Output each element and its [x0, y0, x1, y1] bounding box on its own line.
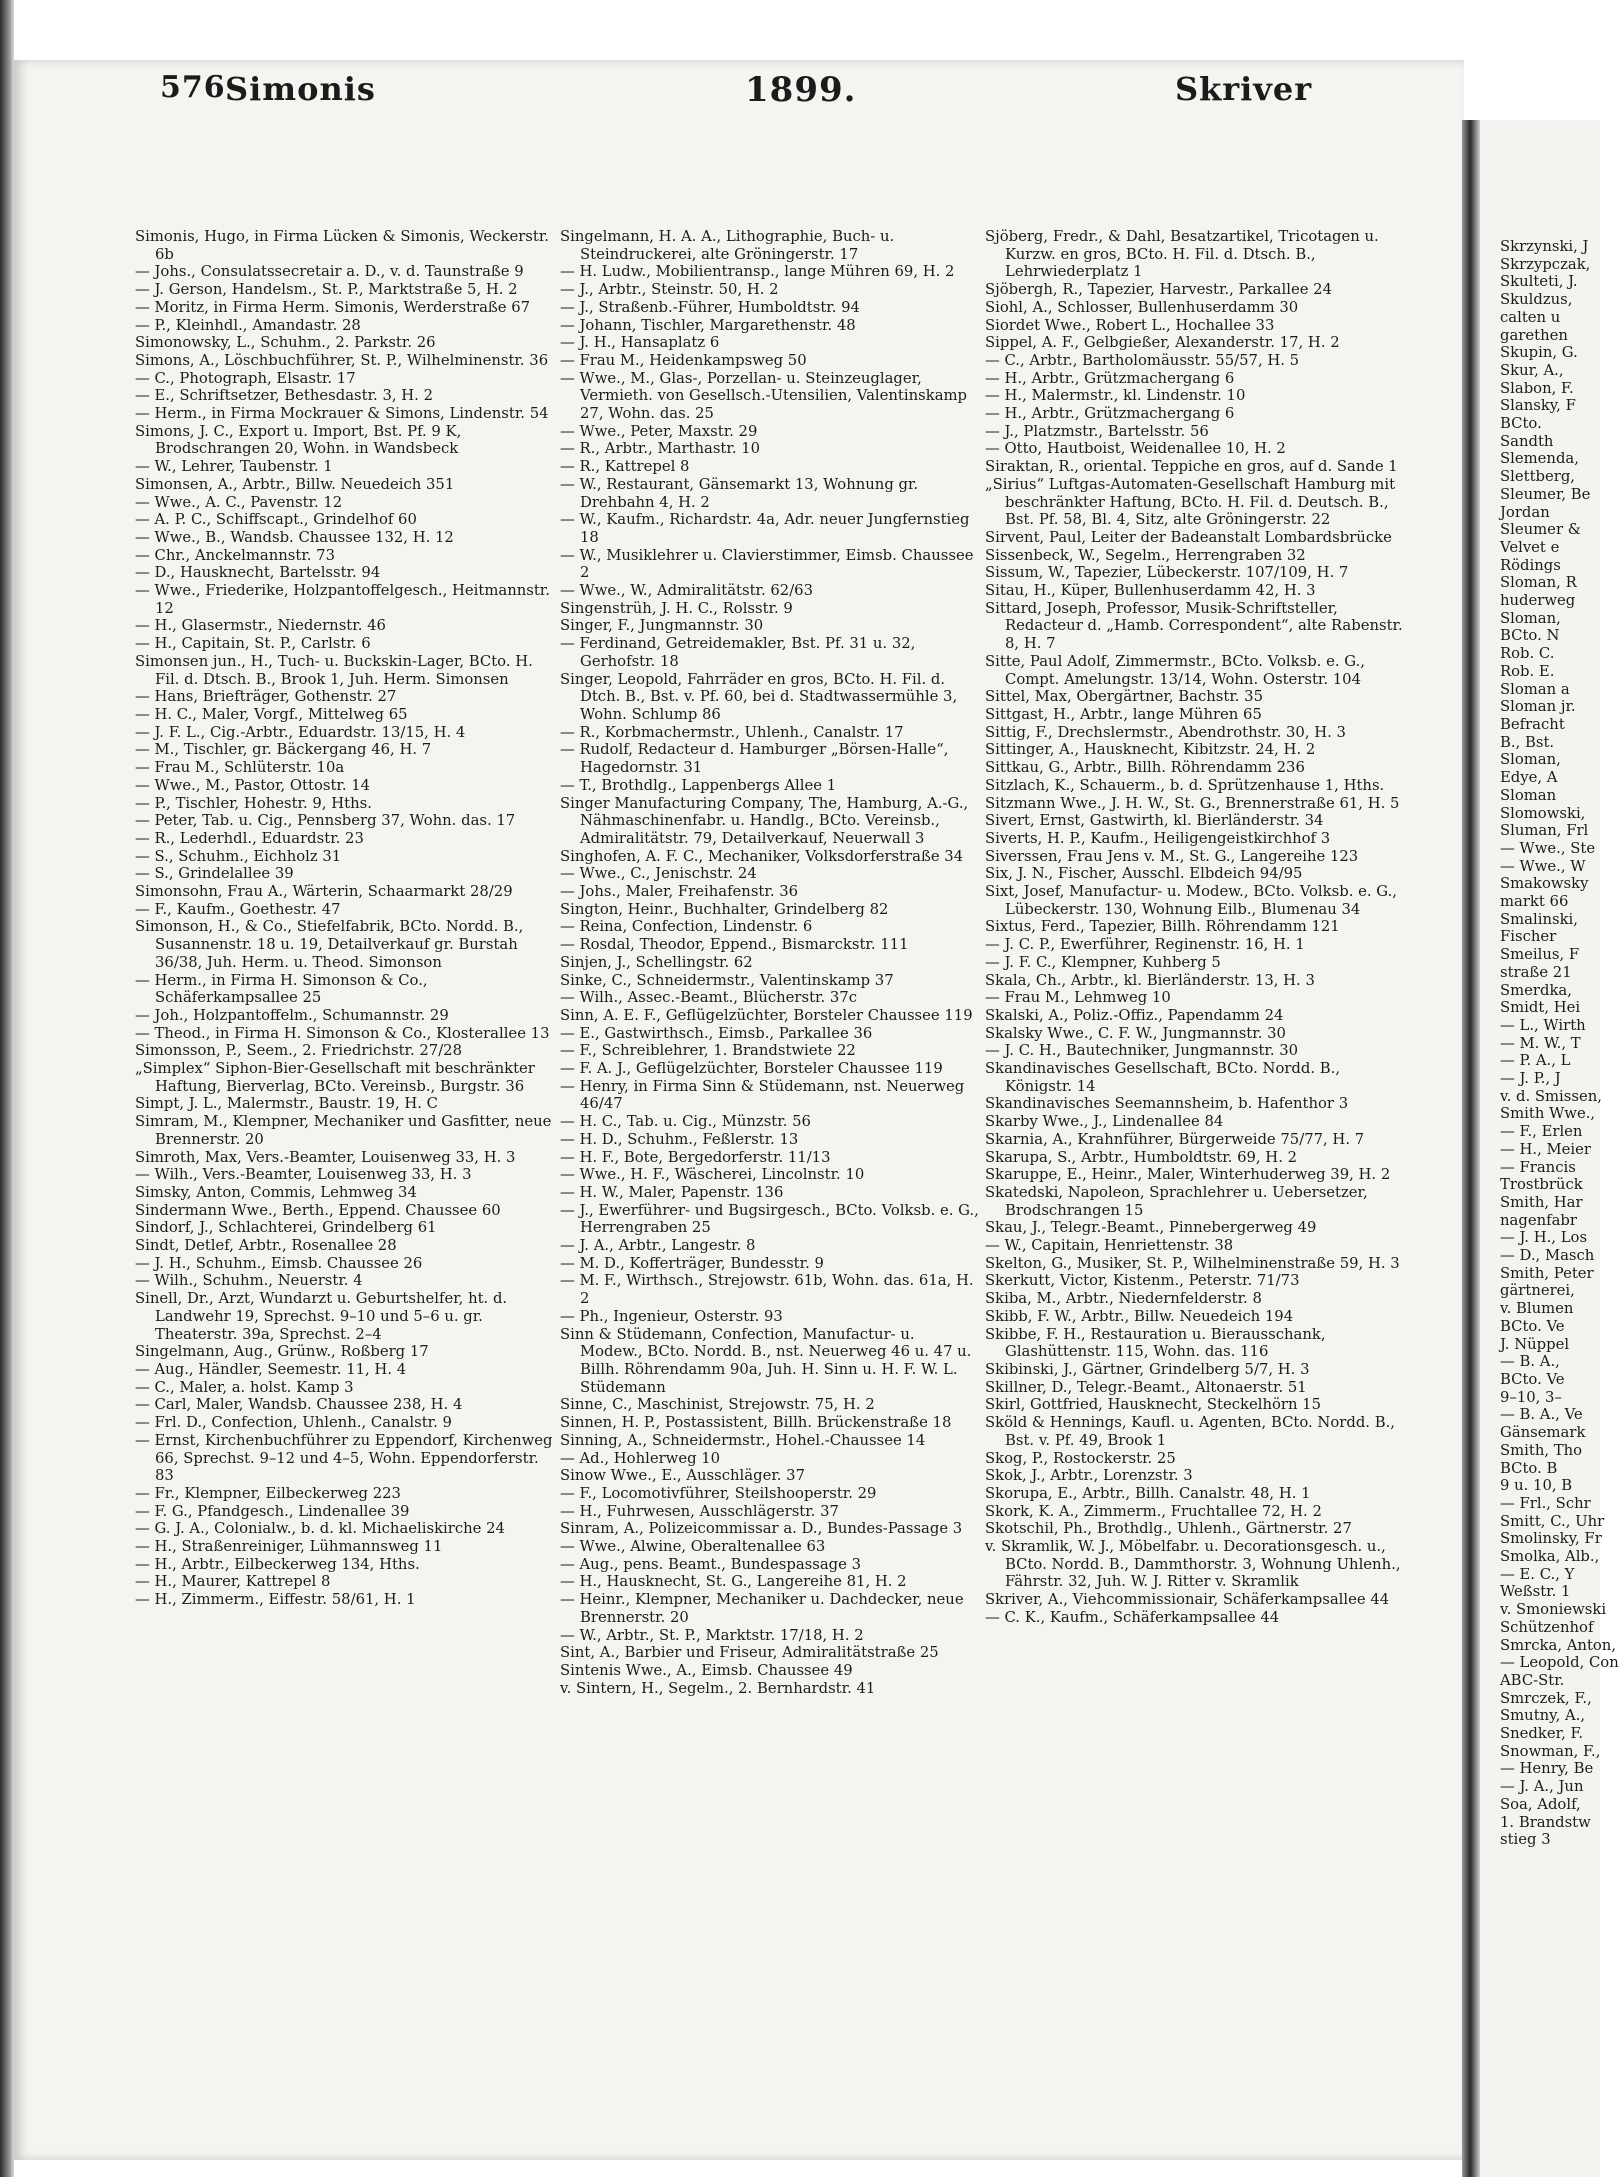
- directory-entry: 9 u. 10, B: [1500, 1477, 1573, 1495]
- directory-entry: Skrzypczak,: [1500, 255, 1591, 273]
- directory-entry: Skirl, Gottfried, Hausknecht, Steckelhörn 15: [985, 1396, 1322, 1414]
- directory-entry: — Reina, Confection, Lindenstr. 6: [560, 918, 813, 936]
- directory-entry: Smidt, Hei: [1500, 999, 1581, 1017]
- directory-entry: — Theod., in Firma H. Simonson & Co., Klosterallee 13: [135, 1024, 550, 1042]
- directory-entry: — J. F. C., Klempner, Kuhberg 5: [985, 953, 1221, 971]
- directory-entry: Sleumer &: [1500, 521, 1581, 539]
- directory-entry: J. Nüppel: [1500, 1335, 1570, 1353]
- directory-entry: — M. D., Kofferträger, Bundesstr. 9: [560, 1254, 824, 1272]
- directory-entry: — J. H., Schuhm., Eimsb. Chaussee 26: [135, 1254, 423, 1272]
- directory-entry: — Wwe., A. C., Pavenstr. 12: [135, 493, 343, 511]
- directory-entry: Skriver, A., Viehcommissionair, Schäferkampsallee 44: [985, 1591, 1390, 1609]
- directory-entry: Smolka, Alb.,: [1500, 1548, 1600, 1566]
- directory-entry: Siraktan, R., oriental. Teppiche en gros, auf d. Sande 1: [985, 458, 1398, 476]
- directory-entry: — Wwe., Peter, Maxstr. 29: [560, 422, 758, 440]
- directory-entry: straße 21: [1500, 963, 1572, 981]
- directory-entry: Sixtus, Ferd., Tapezier, Billh. Röhrendamm 121: [985, 918, 1340, 936]
- directory-entry: — F., Schreiblehrer, 1. Brandstwiete 22: [560, 1042, 856, 1060]
- directory-entry: — F., Kaufm., Goethestr. 47: [135, 900, 341, 918]
- directory-entry: — J. Gerson, Handelsm., St. P., Marktstraße 5, H. 2: [135, 281, 518, 299]
- directory-entry: — E., Gastwirthsch., Eimsb., Parkallee 36: [560, 1024, 873, 1042]
- directory-entry: Singenstrüh, J. H. C., Rolsstr. 9: [560, 599, 793, 617]
- directory-entry: v. Sintern, H., Segelm., 2. Bernhardstr. 41: [560, 1679, 876, 1697]
- directory-entry: Sjöbergh, R., Tapezier, Harvestr., Parkallee 24: [985, 281, 1333, 299]
- directory-entry: Simonis, Hugo, in Firma Lücken & Simonis, Weckerstr. 6b: [135, 228, 549, 263]
- directory-entry: Smith, Tho: [1500, 1441, 1583, 1459]
- directory-entry: Siverssen, Frau Jens v. M., St. G., Langereihe 123: [985, 847, 1359, 865]
- directory-entry: — R., Korbmachermstr., Uhlenh., Canalstr. 17: [560, 723, 904, 741]
- directory-entry: — L., Wirth: [1500, 1016, 1586, 1034]
- directory-entry: Skala, Ch., Arbtr., kl. Bierländerstr. 13, H. 3: [985, 971, 1315, 989]
- directory-entry: — R., Kattrepel 8: [560, 458, 690, 476]
- directory-entry: v. Smoniewski: [1500, 1601, 1607, 1619]
- directory-entry: Smutny, A.,: [1500, 1707, 1586, 1725]
- directory-entry: Simonowsky, L., Schuhm., 2. Parkstr. 26: [135, 334, 436, 352]
- directory-entry: Singer, Leopold, Fahrräder en gros, BCto. H. Fil. d. Dtch. B., Bst. v. Pf. 60, bei d. Stadtwassermühle 3, Wohn. Schlump 86: [560, 670, 958, 723]
- directory-entry: — B. A.,: [1500, 1353, 1560, 1371]
- directory-entry: Smalinski,: [1500, 910, 1578, 928]
- directory-entry: — Rosdal, Theodor, Eppend., Bismarckstr. 111: [560, 936, 909, 954]
- directory-entry: — D., Hausknecht, Bartelsstr. 94: [135, 564, 381, 582]
- directory-entry: 1. Brandstw: [1500, 1813, 1591, 1831]
- directory-entry: Skur, A.,: [1500, 361, 1564, 379]
- directory-entry: — Chr., Anckelmannstr. 73: [135, 546, 336, 564]
- directory-entry: — C., Maler, a. holst. Kamp 3: [135, 1378, 354, 1396]
- directory-entry: Sleumer, Be: [1500, 485, 1591, 503]
- directory-entry: Skiba, M., Arbtr., Niedernfelderstr. 8: [985, 1290, 1262, 1308]
- directory-entry: Simonsson, P., Seem., 2. Friedrichstr. 27/28: [135, 1042, 463, 1060]
- directory-entry: Skerkutt, Victor, Kistenm., Peterstr. 71/73: [985, 1272, 1300, 1290]
- directory-entry: — Wwe., W: [1500, 857, 1586, 875]
- directory-entry: Simons, A., Löschbuchführer, St. P., Wilhelminenstr. 36: [135, 351, 549, 369]
- directory-entry: Gänsemark: [1500, 1424, 1586, 1442]
- directory-entry: Schützenhof: [1500, 1618, 1594, 1636]
- directory-entry: — R., Lederhdl., Eduardstr. 23: [135, 829, 364, 847]
- directory-entry: Sirvent, Paul, Leiter der Badeanstalt Lombardsbrücke: [985, 528, 1392, 546]
- directory-entry: Sittel, Max, Obergärtner, Bachstr. 35: [985, 688, 1264, 706]
- directory-entry: Sinning, A., Schneidermstr., Hohel.-Chaussee 14: [560, 1431, 926, 1449]
- directory-entry: — H. Ludw., Mobilientransp., lange Mühren 69, H. 2: [560, 263, 955, 281]
- directory-entry: Snedker, F.: [1500, 1725, 1584, 1743]
- directory-entry: — C. K., Kaufm., Schäferkampsallee 44: [985, 1608, 1280, 1626]
- directory-entry: garethen: [1500, 326, 1568, 344]
- directory-entry: — H., Meier: [1500, 1140, 1591, 1158]
- directory-entry: Sittig, F., Drechslermstr., Abendrothstr. 30, H. 3: [985, 723, 1346, 741]
- directory-entry: — Frau M., Lehmweg 10: [985, 989, 1171, 1007]
- directory-entry: Skelton, G., Musiker, St. P., Wilhelminenstraße 59, H. 3: [985, 1254, 1400, 1272]
- directory-entry: — W., Lehrer, Taubenstr. 1: [135, 458, 333, 476]
- directory-entry: ABC-Str.: [1500, 1671, 1565, 1689]
- directory-entry: Skotschil, Ph., Brothdlg., Uhlenh., Gärtnerstr. 27: [985, 1520, 1352, 1538]
- directory-entry: — J. C. P., Ewerführer, Reginenstr. 16, H. 1: [985, 936, 1305, 954]
- directory-entry: Skulteti, J.: [1500, 273, 1578, 291]
- directory-entry: — Leopold, Con: [1500, 1654, 1619, 1672]
- directory-entry: — R., Arbtr., Marthastr. 10: [560, 440, 761, 458]
- directory-entry: — Heinr., Klempner, Mechaniker u. Dachdecker, neue Brennerstr. 20: [560, 1591, 964, 1626]
- directory-entry: Sintenis Wwe., A., Eimsb. Chaussee 49: [560, 1661, 853, 1679]
- directory-entry: — Wwe., Alwine, Oberaltenallee 63: [560, 1538, 826, 1556]
- directory-entry: Sitte, Paul Adolf, Zimmermstr., BCto. Volksb. e. G., Compt. Amelungstr. 13/14, Wohn. Osterstr. 104: [985, 652, 1365, 688]
- directory-entry: Sandth: [1500, 432, 1554, 450]
- directory-entry: Smrcka, Anton,: [1500, 1636, 1617, 1654]
- directory-entry: Skandinavisches Seemannsheim, b. Hafenthor 3: [985, 1095, 1349, 1113]
- directory-entry: Skuldzus,: [1500, 291, 1573, 309]
- directory-entry: Skau, J., Telegr.-Beamt., Pinnebergerweg 49: [985, 1219, 1317, 1237]
- directory-entry: Sköld & Hennings, Kaufl. u. Agenten, BCto. Nordd. B., Bst. v. Pf. 49, Brook 1: [985, 1414, 1395, 1449]
- directory-entry: Slemenda,: [1500, 450, 1579, 468]
- directory-entry: Fischer: [1500, 928, 1557, 946]
- directory-entry: Skog, P., Rostockerstr. 25: [985, 1449, 1176, 1467]
- directory-entry: Sjöberg, Fredr., & Dahl, Besatzartikel, Tricotagen u. Kurzw. en gros, BCto. H. Fil. d. Dtsch. B., Lehrwiederplatz 1: [985, 228, 1379, 281]
- directory-entry: — Frau M., Schlüterstr. 10a: [135, 759, 345, 777]
- directory-entry: Smith Wwe.,: [1500, 1105, 1596, 1123]
- directory-entry: Trostbrück: [1500, 1176, 1583, 1194]
- directory-entry: Skaruppe, E., Heinr., Maler, Winterhuderweg 39, H. 2: [985, 1166, 1391, 1184]
- directory-entry: Singelmann, H. A. A., Lithographie, Buch- u. Steindruckerei, alte Gröningerstr. 17: [560, 228, 895, 263]
- directory-entry: — T., Brothdlg., Lappenbergs Allee 1: [560, 776, 837, 794]
- directory-entry: — Ernst, Kirchenbuchführer zu Eppendorf, Kirchenweg 66, Sprechst. 9–12 und 4–5, Wohn. Eppendorferstr. 83: [135, 1431, 553, 1485]
- directory-entry: — J. A., Jun: [1500, 1778, 1584, 1796]
- directory-entry: — Frl. D., Confection, Uhlenh., Canalstr. 9: [135, 1414, 452, 1432]
- directory-entry: — J. P., J: [1500, 1070, 1561, 1088]
- directory-entry: — M. F., Wirthsch., Strejowstr. 61b, Wohn. das. 61a, H. 2: [560, 1272, 974, 1308]
- directory-entry: Sloman,: [1500, 751, 1561, 769]
- directory-entry: Sinram, A., Polizeicommissar a. D., Bundes-Passage 3: [560, 1520, 963, 1538]
- directory-entry: — Frau M., Heidenkampsweg 50: [560, 351, 807, 369]
- directory-entry: gärtnerei,: [1500, 1282, 1575, 1300]
- directory-entry: Velvet e: [1500, 538, 1560, 556]
- directory-entry: Singer, F., Jungmannstr. 30: [560, 617, 764, 635]
- directory-entry: Smrczek, F.,: [1500, 1689, 1592, 1707]
- directory-entry: nagenfabr: [1500, 1211, 1577, 1229]
- directory-entry: — F., Erlen: [1500, 1123, 1583, 1141]
- directory-entry: — Wilh., Vers.-Beamter, Louisenweg 33, H. 3: [135, 1166, 472, 1184]
- directory-entry: — Ph., Ingenieur, Osterstr. 93: [560, 1307, 783, 1325]
- directory-entry: — Wwe., Ste: [1500, 839, 1596, 857]
- directory-entry: 9–10, 3–: [1500, 1388, 1562, 1406]
- directory-entry: — A. P. C., Schiffscapt., Grindelhof 60: [135, 511, 417, 529]
- directory-entry: — P., Tischler, Hohestr. 9, Hths.: [135, 794, 372, 812]
- directory-entry: — Rudolf, Redacteur d. Hamburger „Börsen-Halle“, Hagedornstr. 31: [560, 741, 949, 777]
- directory-entry: — B. A., Ve: [1500, 1406, 1583, 1424]
- directory-entry: Sinke, C., Schneidermstr., Valentinskamp 37: [560, 971, 894, 989]
- directory-entry: Rödings: [1500, 556, 1561, 574]
- directory-entry: stieg 3: [1500, 1831, 1551, 1849]
- directory-entry: — J. H., Hansaplatz 6: [560, 334, 720, 352]
- directory-entry: — Joh., Holzpantoffelm., Schumannstr. 29: [135, 1006, 449, 1024]
- directory-entry: Sippel, A. F., Gelbgießer, Alexanderstr. 17, H. 2: [985, 334, 1340, 352]
- directory-entry: Simonsohn, Frau A., Wärterin, Schaarmarkt 28/29: [135, 883, 513, 901]
- directory-entry: — J. F. L., Cig.-Arbtr., Eduardstr. 13/15, H. 4: [135, 723, 466, 741]
- directory-entry: Skorupa, E., Arbtr., Billh. Canalstr. 48, H. 1: [985, 1484, 1311, 1502]
- directory-column-4-partial: [1500, 238, 1619, 2158]
- directory-entry: Skibb, F. W., Arbtr., Billw. Neuedeich 194: [985, 1307, 1294, 1325]
- directory-entry: — Wwe., B., Wandsb. Chaussee 132, H. 12: [135, 528, 454, 546]
- directory-entry: — Wilh., Schuhm., Neuerstr. 4: [135, 1272, 363, 1290]
- directory-entry: Sint, A., Barbier und Friseur, Admiralitätstraße 25: [560, 1644, 939, 1662]
- directory-entry: Smith, Har: [1500, 1193, 1583, 1211]
- directory-entry: — J., Arbtr., Steinstr. 50, H. 2: [560, 281, 779, 299]
- directory-entry: — H., Glasermstr., Niedernstr. 46: [135, 617, 386, 635]
- directory-entry: Smith, Peter: [1500, 1264, 1594, 1282]
- directory-entry: — F. A. J., Geflügelzüchter, Borsteler Chaussee 119: [560, 1060, 943, 1078]
- directory-entry: — H., Arbtr., Grützmachergang 6: [985, 369, 1235, 387]
- directory-entry: — J. H., Los: [1500, 1229, 1588, 1247]
- directory-entry: — Herm., in Firma Mockrauer & Simons, Lindenstr. 54: [135, 405, 549, 423]
- directory-entry: Slettberg,: [1500, 468, 1575, 486]
- directory-entry: Smeilus, F: [1500, 946, 1580, 964]
- directory-entry: — Wwe., C., Jenischstr. 24: [560, 865, 757, 883]
- directory-entry: — M., Tischler, gr. Bäckergang 46, H. 7: [135, 741, 432, 759]
- directory-entry: — F. G., Pfandgesch., Lindenallee 39: [135, 1502, 410, 1520]
- directory-entry: Sinjen, J., Schellingstr. 62: [560, 953, 753, 971]
- directory-entry: — W., Capitain, Henriettenstr. 38: [985, 1237, 1234, 1255]
- directory-entry: Snowman, F.,: [1500, 1742, 1601, 1760]
- directory-entry: Siordet Wwe., Robert L., Hochallee 33: [985, 316, 1275, 334]
- directory-entry: Simonson, H., & Co., Stiefelfabrik, BCto. Nordd. B., Susannenstr. 18 u. 19, Detailverkauf gr. Burstah 36/38, Juh. Herm. u. Theod. Simonson: [135, 918, 524, 971]
- directory-entry: Smerdka,: [1500, 981, 1572, 999]
- directory-entry: — E. C., Y: [1500, 1565, 1575, 1583]
- directory-entry: — J., Platzmstr., Bartelsstr. 56: [985, 422, 1209, 440]
- directory-entry: Edye, A: [1500, 769, 1558, 787]
- directory-entry: — H., Fuhrwesen, Ausschlägerstr. 37: [560, 1502, 839, 1520]
- directory-entry: Sixt, Josef, Manufactur- u. Modew., BCto. Volksb. e. G., Lübeckerstr. 130, Wohnung Eilb., Blumenau 34: [985, 883, 1397, 918]
- book-gutter: [1462, 120, 1480, 2177]
- directory-entry: — H., Zimmerm., Eiffestr. 58/61, H. 1: [135, 1591, 416, 1609]
- directory-entry: „Simplex“ Siphon-Bier-Gesellschaft mit beschränkter Haftung, Bierverlag, BCto. Vereinsb., Burgstr. 36: [135, 1060, 535, 1095]
- directory-entry: BCto. Ve: [1500, 1317, 1565, 1335]
- directory-entry: BCto. N: [1500, 627, 1560, 645]
- directory-entry: — Francis: [1500, 1158, 1576, 1176]
- directory-entry: v. Skramlik, W. J., Möbelfabr. u. Decorationsgesch. u., BCto. Nordd. B., Dammthorstr. 3, Wohnung Uhlenh., Fährstr. 32, Juh. W. J. Ritter v. Skramlik: [985, 1538, 1401, 1591]
- directory-entry: Sinn, A. E. F., Geflügelzüchter, Borsteler Chaussee 119: [560, 1006, 973, 1024]
- directory-entry: Simroth, Max, Vers.-Beamter, Louisenweg 33, H. 3: [135, 1148, 516, 1166]
- directory-entry: Sluman, Frl: [1500, 822, 1589, 840]
- directory-entry: — Johs., Consulatssecretair a. D., v. d. Taunstraße 9: [135, 263, 524, 281]
- directory-entry: — F., Locomotivführer, Steilshooperstr. 29: [560, 1484, 877, 1502]
- directory-entry: Slansky, F: [1500, 397, 1576, 415]
- directory-entry: Slomowski,: [1500, 804, 1586, 822]
- directory-entry: — C., Arbtr., Bartholomäusstr. 55/57, H. 5: [985, 351, 1300, 369]
- directory-entry: — W., Restaurant, Gänsemarkt 13, Wohnung gr. Drehbahn 4, H. 2: [560, 475, 919, 511]
- directory-entry: Simonsen jun., H., Tuch- u. Buckskin-Lager, BCto. H. Fil. d. Dtsch. B., Brook 1, Juh. Herm. Simonsen: [135, 652, 533, 688]
- directory-entry: BCto. B: [1500, 1459, 1558, 1477]
- directory-entry: Sittkau, G., Arbtr., Billh. Röhrendamm 236: [985, 759, 1305, 777]
- directory-entry: Sinow Wwe., E., Ausschläger. 37: [560, 1467, 806, 1485]
- directory-entry: BCto.: [1500, 415, 1542, 433]
- directory-entry: Soa, Adolf,: [1500, 1795, 1581, 1813]
- directory-entry: Skillner, D., Telegr.-Beamt., Altonaerstr. 51: [985, 1378, 1307, 1396]
- directory-entry: — H., Hausknecht, St. G., Langereihe 81, H. 2: [560, 1573, 907, 1591]
- right-running-head: Skriver: [1175, 70, 1313, 108]
- directory-entry: Sittinger, A., Hausknecht, Kibitzstr. 24, H. 2: [985, 741, 1316, 759]
- directory-entry: — J. A., Arbtr., Langestr. 8: [560, 1237, 756, 1255]
- page-number: 576: [160, 70, 226, 105]
- directory-entry: — Herm., in Firma H. Simonson & Co., Schäferkampsallee 25: [135, 971, 428, 1007]
- directory-entry: — H. D., Schuhm., Feßlerstr. 13: [560, 1130, 799, 1148]
- directory-entry: B., Bst.: [1500, 733, 1555, 751]
- directory-entry: — D., Masch: [1500, 1247, 1595, 1265]
- directory-entry: Sissum, W., Tapezier, Lübeckerstr. 107/109, H. 7: [985, 564, 1349, 582]
- directory-entry: — M. W., T: [1500, 1034, 1581, 1052]
- directory-entry: — H. C., Tab. u. Cig., Münzstr. 56: [560, 1113, 811, 1131]
- directory-entry: — Wwe., W., Admiralitätstr. 62/63: [560, 582, 814, 600]
- directory-entry: Skalski, A., Poliz.-Offiz., Papendamm 24: [985, 1006, 1284, 1024]
- directory-entry: Slabon, F.: [1500, 379, 1574, 397]
- directory-entry: Sloman, R: [1500, 574, 1577, 592]
- directory-entry: — P., Kleinhdl., Amandastr. 28: [135, 316, 361, 334]
- directory-entry: Singhofen, A. F. C., Mechaniker, Volksdorferstraße 34: [560, 847, 964, 865]
- directory-entry: BCto. Ve: [1500, 1371, 1565, 1388]
- directory-entry: — Wwe., Friederike, Holzpantoffelgesch., Heitmannstr. 12: [135, 582, 550, 617]
- directory-entry: — J. C. H., Bautechniker, Jungmannstr. 30: [985, 1042, 1299, 1060]
- directory-entry: Skarupa, S., Arbtr., Humboldtstr. 69, H. 2: [985, 1148, 1298, 1166]
- directory-entry: Skandinavisches Gesellschaft, BCto. Nordd. B., Königstr. 14: [985, 1060, 1341, 1095]
- directory-entry: Simram, M., Klempner, Mechaniker und Gasfitter, neue Brennerstr. 20: [135, 1113, 552, 1148]
- directory-entry: — Otto, Hautboist, Weidenallee 10, H. 2: [985, 440, 1286, 458]
- directory-entry: — H., Arbtr., Eilbeckerweg 134, Hths.: [135, 1555, 420, 1573]
- directory-entry: Skork, K. A., Zimmerm., Fruchtallee 72, H. 2: [985, 1502, 1322, 1520]
- directory-entry: Sington, Heinr., Buchhalter, Grindelberg 82: [560, 900, 889, 918]
- scan-left-edge: [0, 0, 14, 2177]
- directory-entry: Sloman,: [1500, 609, 1561, 627]
- directory-entry: — Wilh., Assec.-Beamt., Blücherstr. 37c: [560, 989, 858, 1007]
- directory-entry: v. d. Smissen,: [1500, 1087, 1602, 1105]
- directory-column-1: [135, 228, 555, 2148]
- directory-entry: Siverts, H. P., Kaufm., Heiligengeistkirchhof 3: [985, 829, 1331, 847]
- directory-entry: huderweg: [1500, 592, 1576, 610]
- directory-entry: Sinnen, H. P., Postassistent, Billh. Brückenstraße 18: [560, 1414, 952, 1432]
- directory-entry: Sittgast, H., Arbtr., lange Mühren 65: [985, 705, 1262, 723]
- directory-entry: Rob. E.: [1500, 662, 1555, 680]
- directory-entry: Sittard, Joseph, Professor, Musik-Schriftsteller, Redacteur d. „Hamb. Correspondent“, alte Rabenstr. 8, H. 7: [985, 599, 1403, 653]
- directory-entry: — P. A., L: [1500, 1052, 1571, 1070]
- directory-entry: Befracht: [1500, 715, 1565, 733]
- directory-entry: Sitzmann Wwe., J. H. W., St. G., Brennerstraße 61, H. 5: [985, 794, 1400, 812]
- directory-entry: — Johann, Tischler, Margarethenstr. 48: [560, 316, 856, 334]
- directory-entry: Singer Manufacturing Company, The, Hamburg, A.-G., Nähmaschinenfabr. u. Handlg., BCto. Vereinsb., Admiralitätstr. 79, Detailverkauf, Neuerwall 3: [560, 794, 969, 847]
- directory-entry: Skibinski, J., Gärtner, Grindelberg 5/7, H. 3: [985, 1361, 1310, 1378]
- directory-entry: Smitt, C., Uhr: [1500, 1512, 1605, 1530]
- directory-column-3: [985, 228, 1405, 2148]
- directory-entry: — W., Musiklehrer u. Clavierstimmer, Eimsb. Chaussee 2: [560, 546, 974, 582]
- directory-entry: — W., Kaufm., Richardstr. 4a, Adr. neuer Jungfernstieg 18: [560, 511, 970, 546]
- directory-entry: Sivert, Ernst, Gastwirth, kl. Bierländerstr. 34: [985, 812, 1324, 830]
- directory-entry: Sloman: [1500, 786, 1557, 804]
- directory-entry: Skarby Wwe., J., Lindenallee 84: [985, 1113, 1224, 1131]
- directory-column-2: [560, 228, 980, 2148]
- directory-entry: Skrzynski, J: [1500, 238, 1589, 255]
- directory-entry: — Wwe., M., Pastor, Ottostr. 14: [135, 776, 371, 794]
- directory-entry: — Aug., pens. Beamt., Bundespassage 3: [560, 1555, 862, 1573]
- directory-entry: Simons, J. C., Export u. Import, Bst. Pf. 9 K, Brodschrangen 20, Wohn. in Wandsbeck: [135, 422, 462, 458]
- directory-entry: Sindermann Wwe., Berth., Eppend. Chaussee 60: [135, 1201, 501, 1219]
- directory-entry: — Johs., Maler, Freihafenstr. 36: [560, 883, 799, 901]
- directory-entry: — G. J. A., Colonialw., b. d. kl. Michaeliskirche 24: [135, 1520, 505, 1538]
- directory-entry: Six, J. N., Fischer, Ausschl. Elbdeich 94/95: [985, 865, 1303, 883]
- directory-entry: — Moritz, in Firma Herm. Simonis, Werderstraße 67: [135, 298, 531, 316]
- directory-entry: Skibbe, F. H., Restauration u. Bierausschank, Glashüttenstr. 115, Wohn. das. 116: [985, 1325, 1326, 1361]
- directory-entry: Sinn & Stüdemann, Confection, Manufactur- u. Modew., BCto. Nordd. B., nst. Neuerweg 46 u. 47 u. Billh. Röhrendamm 90a, Juh. H. Sinn u. H. F. W. L. Stüdemann: [560, 1325, 972, 1396]
- directory-entry: — H., Straßenreiniger, Lühmannsweg 11: [135, 1538, 443, 1556]
- directory-entry: Jordan: [1500, 503, 1550, 521]
- page-year: 1899.: [745, 70, 857, 110]
- directory-entry: — Peter, Tab. u. Cig., Pennsberg 37, Wohn. das. 17: [135, 812, 516, 830]
- directory-entry: Weßstr. 1: [1500, 1583, 1571, 1601]
- directory-entry: markt 66: [1500, 893, 1569, 911]
- directory-entry: — Ad., Hohlerweg 10: [560, 1449, 721, 1467]
- directory-entry: Sitau, H., Küper, Bullenhuserdamm 42, H. 3: [985, 582, 1316, 600]
- directory-entry: — S., Schuhm., Eichholz 31: [135, 847, 342, 865]
- directory-entry: Skupin, G.: [1500, 344, 1578, 362]
- directory-entry: v. Blumen: [1500, 1300, 1574, 1318]
- directory-entry: — H., Arbtr., Grützmachergang 6: [985, 405, 1235, 423]
- directory-entry: calten u: [1500, 308, 1561, 326]
- directory-entry: Simsky, Anton, Commis, Lehmweg 34: [135, 1183, 417, 1201]
- directory-entry: — Aug., Händler, Seemestr. 11, H. 4: [135, 1361, 407, 1378]
- directory-entry: — H. C., Maler, Vorgf., Mittelweg 65: [135, 705, 408, 723]
- directory-entry: — S., Grindelallee 39: [135, 865, 294, 883]
- directory-entry: — E., Schriftsetzer, Bethesdastr. 3, H. 2: [135, 387, 433, 405]
- directory-entry: — H., Malermstr., kl. Lindenstr. 10: [985, 387, 1246, 405]
- directory-entry: Skatedski, Napoleon, Sprachlehrer u. Uebersetzer, Brodschrangen 15: [985, 1183, 1368, 1219]
- directory-entry: Sinell, Dr., Arzt, Wundarzt u. Geburtshelfer, ht. d. Landwehr 19, Sprechst. 9–10 und 5–6 u. gr. Theaterstr. 39a, Sprechst. 2–4: [135, 1290, 508, 1343]
- directory-entry: Smakowsky: [1500, 875, 1589, 893]
- directory-entry: Singelmann, Aug., Grünw., Roßberg 17: [135, 1343, 429, 1361]
- directory-entry: „Sirius“ Luftgas-Automaten-Gesellschaft Hamburg mit beschränkter Haftung, BCto. H. Fil. d. Deutsch. B., Bst. Pf. 58, Bl. 4, Sitz, alte Gröningerstr. 22: [985, 475, 1396, 529]
- directory-entry: — H., Capitain, St. P., Carlstr. 6: [135, 635, 371, 653]
- directory-entry: Simpt, J. L., Malermstr., Baustr. 19, H. C: [135, 1095, 439, 1113]
- directory-entry: — Fr., Klempner, Eilbeckerweg 223: [135, 1484, 401, 1502]
- directory-entry: Smolinsky, Fr: [1500, 1530, 1602, 1548]
- directory-entry: Skalsky Wwe., C. F. W., Jungmannstr. 30: [985, 1024, 1286, 1042]
- directory-entry: — Henry, Be: [1500, 1760, 1594, 1778]
- directory-entry: — Carl, Maler, Wandsb. Chaussee 238, H. 4: [135, 1396, 463, 1414]
- directory-entry: — H., Maurer, Kattrepel 8: [135, 1573, 331, 1591]
- directory-entry: — J., Ewerführer- und Bugsirgesch., BCto. Volksb. e. G., Herrengraben 25: [560, 1201, 979, 1237]
- directory-entry: — Henry, in Firma Sinn & Stüdemann, nst. Neuerweg 46/47: [560, 1077, 965, 1113]
- left-running-head: Simonis: [225, 70, 376, 108]
- directory-entry: Skok, J., Arbtr., Lorenzstr. 3: [985, 1467, 1193, 1485]
- directory-entry: Simonsen, A., Arbtr., Billw. Neuedeich 351: [135, 475, 455, 493]
- directory-entry: Sloman a: [1500, 680, 1570, 698]
- directory-entry: — W., Arbtr., St. P., Marktstr. 17/18, H. 2: [560, 1626, 864, 1644]
- directory-entry: — H. W., Maler, Papenstr. 136: [560, 1183, 784, 1201]
- directory-entry: — Wwe., M., Glas-, Porzellan- u. Steinzeuglager, Vermieth. von Gesellsch.-Utensilien, Valentinskamp 27, Wohn. das. 25: [560, 369, 968, 423]
- directory-entry: Sloman jr.: [1500, 698, 1576, 716]
- directory-entry: Sissenbeck, W., Segelm., Herrengraben 32: [985, 546, 1306, 564]
- directory-entry: — C., Photograph, Elsastr. 17: [135, 369, 356, 387]
- directory-entry: — H. F., Bote, Bergedorferstr. 11/13: [560, 1148, 831, 1166]
- directory-entry: Sinne, C., Maschinist, Strejowstr. 75, H. 2: [560, 1396, 875, 1414]
- directory-entry: — Ferdinand, Getreidemakler, Bst. Pf. 31 u. 32, Gerhofstr. 18: [560, 635, 916, 670]
- directory-entry: Sindt, Detlef, Arbtr., Rosenallee 28: [135, 1237, 397, 1255]
- directory-entry: Sindorf, J., Schlachterei, Grindelberg 61: [135, 1219, 437, 1237]
- directory-entry: Rob. C.: [1500, 645, 1555, 663]
- directory-entry: — Hans, Briefträger, Gothenstr. 27: [135, 688, 397, 706]
- directory-entry: Sitzlach, K., Schauerm., b. d. Sprützenhause 1, Hths.: [985, 776, 1385, 794]
- directory-entry: — Frl., Schr: [1500, 1494, 1591, 1512]
- directory-entry: Siohl, A., Schlosser, Bullenhuserdamm 30: [985, 298, 1299, 316]
- directory-entry: Skarnia, A., Krahnführer, Bürgerweide 75/77, H. 7: [985, 1130, 1365, 1148]
- directory-entry: — Wwe., H. F., Wäscherei, Lincolnstr. 10: [560, 1166, 865, 1184]
- directory-entry: — J., Straßenb.-Führer, Humboldtstr. 94: [560, 298, 860, 316]
